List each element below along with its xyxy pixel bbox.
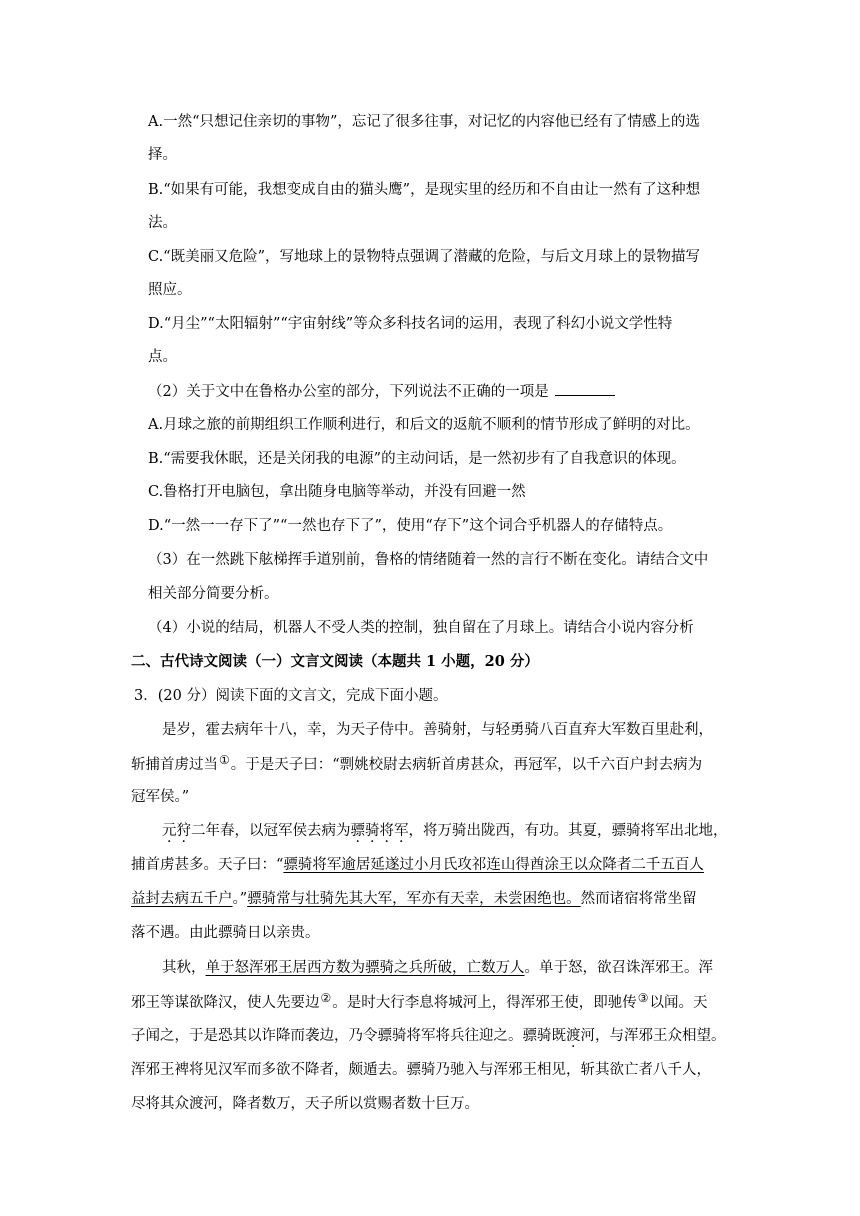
question-2-stem-text: （2）关于文中在鲁格办公室的部分，下列说法不正确的一项是: [148, 384, 549, 400]
passage-p3-line1: [162, 958, 713, 978]
dotted-char: 渡: [566, 1028, 581, 1044]
option-1c-line1: C.“既美丽又危险”，写地球上的景物特点强调了潜藏的危险，与后文月球上的景物描写: [148, 249, 701, 265]
underlined-sentence: 骠骑将军逾居延遂过小月氏攻祁连山得酋涂王以众降者二千五百人: [283, 857, 704, 873]
dotted-char: 元: [162, 823, 177, 839]
underlined-sentence: 骠骑常与壮骑先其大军，军亦有天幸，未尝困绝也。: [247, 891, 581, 907]
passage-text: 。单于怒，欲召诛浑邪王。浑: [524, 960, 713, 976]
question-3-line1: （3）在一然跳下舷梯挥手道别前，鲁格的情绪随着一然的言行不断在变化。请结合文中: [148, 552, 709, 568]
footnote-marker-3: ③: [637, 991, 649, 1005]
dotted-char: 骠: [350, 823, 365, 839]
passage-p2-line4: 落不遇。由此骠骑日以亲贵。: [131, 925, 320, 941]
passage-text: 。”: [232, 891, 248, 907]
question-3-line2: 相关部分简要分析。: [148, 586, 279, 602]
passage-p3-line5: 尽将其众渡河，降者数万，天子所以赏赐者数十巨万。: [131, 1096, 479, 1112]
passage-text: 二年春，以冠军侯去病为: [191, 823, 351, 839]
passage-text: 其秋，: [162, 960, 206, 976]
answer-blank: [555, 381, 615, 396]
option-1b-line1: B.“如果有可能，我想变成自由的猫头鹰”，是现实里的经历和不自由让一然有了这种想: [148, 182, 701, 198]
passage-p3-line4: 浑邪王裨将见汉军而多欲不降者，颇遁去。骠骑乃驰入与浑邪王相见，斩其欲亡者八千人，: [131, 1062, 711, 1078]
dotted-char: 骑: [365, 823, 380, 839]
option-2c: C.鲁格打开电脑包，拿出随身电脑等举动，并没有回避一然: [148, 484, 526, 500]
dotted-char: 狩: [176, 823, 191, 839]
passage-p1-line3: 冠军侯。”: [131, 789, 190, 805]
passage-p1-line2: [131, 754, 702, 775]
option-2d: D.“一然一一存下了”“一然也存下了”，使用“存下”这个词合乎机器人的存储特点。: [148, 518, 673, 534]
underlined-sentence: 单于怒浑邪王居西方数为骠骑之兵所破，亡数万人: [205, 960, 525, 976]
passage-text: 河，与浑邪王众相望。: [580, 1028, 726, 1044]
passage-text: 邪王等谋欲降汉，使人先要边: [131, 995, 320, 1011]
footnote-marker-2: ②: [320, 991, 332, 1005]
question-3-stem: 3．(20 分）阅读下面的文言文，完成下面小题。: [134, 688, 448, 704]
dotted-char: 军: [394, 823, 409, 839]
passage-p2-line2: [131, 855, 704, 875]
passage-p2-line3: [131, 889, 697, 909]
passage-p2-line1: [162, 821, 728, 841]
section-heading: 二、古代诗文阅读（一）文言文阅读（本题共 1 小题，20 分）: [131, 653, 539, 670]
footnote-marker-1: ①: [219, 753, 230, 767]
underlined-sentence: 益封去病五千户: [131, 891, 233, 907]
passage-text: 以闻。天: [649, 995, 708, 1011]
option-2a: A.月球之旅的前期组织工作顺利进行，和后文的返航不顺利的情节形成了鲜明的对比。: [148, 417, 700, 433]
question-4: （4）小说的结局，机器人不受人类的控制，独自留在了月球上。请结合小说内容分析: [148, 620, 694, 636]
dotted-char: 将: [379, 823, 394, 839]
passage-p3-line2: [131, 992, 708, 1013]
option-1d-line2: 点。: [148, 349, 177, 365]
passage-text: 。于是天子曰：“剽姚校尉去病斩首虏甚众，再冠军，以千六百户封去病为: [230, 757, 703, 773]
question-2-stem: [148, 381, 615, 402]
option-2b: B.“需要我休眠，还是关闭我的电源”的主动问话，是一然初步有了自我意识的体现。: [148, 451, 686, 467]
passage-text: 捕首虏甚多。天子曰：“: [131, 857, 284, 873]
passage-text: 子闻之，于是恐其以诈降而袭边，乃令骠骑将军将兵往迎之。骠骑既: [131, 1028, 566, 1044]
passage-text: 然而诸宿将常坐留: [580, 891, 697, 907]
option-1d-line1: D.“月尘”“太阳辐射”“宇宙射线”等众多科技名词的运用，表现了科幻小说文学性特: [148, 316, 673, 332]
passage-text: 。是时大行李息将城河上，得浑邪王使，即驰传: [332, 995, 637, 1011]
passage-p1-line1: 是岁，霍去病年十八，幸，为天子侍中。善骑射，与轻勇骑八百直弃大军数百里赴利，: [162, 722, 713, 738]
option-1b-line2: 法。: [148, 215, 177, 231]
passage-text: ，将万骑出陇西，有功。其夏，骠骑将军出北地，: [408, 823, 728, 839]
option-1c-line2: 照应。: [148, 282, 192, 298]
passage-text: 斩捕首虏过当: [131, 757, 218, 773]
option-1a-line1: A.一然“只想记住亲切的事物”，忘记了很多往事，对记忆的内容他已经有了情感上的选: [148, 114, 700, 130]
passage-p3-line3: [131, 1026, 726, 1046]
option-1a-line2: 择。: [148, 147, 177, 163]
